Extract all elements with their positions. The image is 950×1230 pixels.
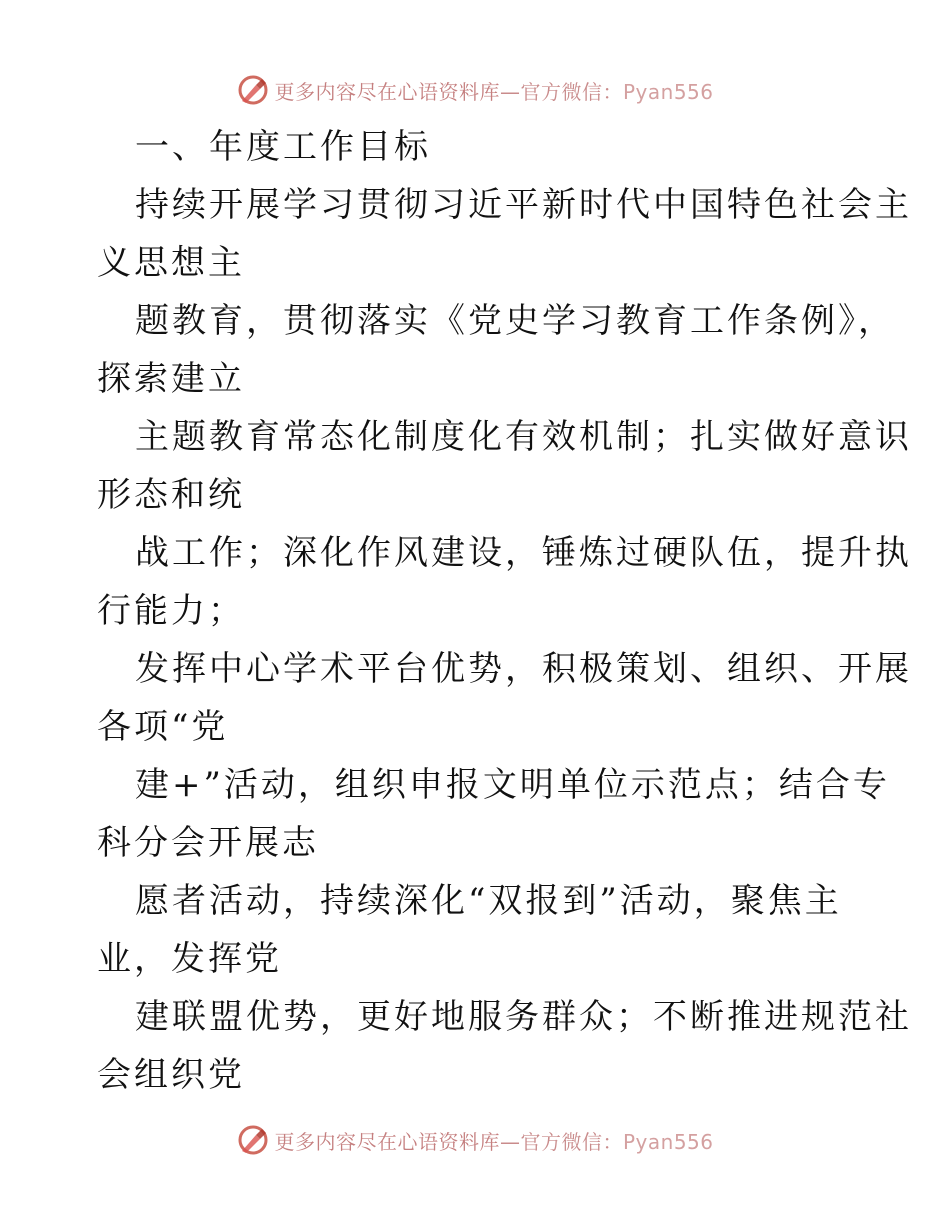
footer-watermark — [0, 1120, 950, 1160]
watermark-id: Pyan556 — [622, 79, 714, 104]
watermark-suffix: 官方微信： — [520, 79, 623, 104]
text-line: 愿者活动，持续深化“双报到”活动，聚焦主 — [135, 881, 842, 921]
text-line: 建+”活动，组织申报文明单位示范点；结合专 — [135, 765, 890, 805]
text-line: 业，发挥党 — [97, 939, 282, 979]
section-heading: 一、年度工作目标 — [135, 127, 431, 167]
text-line: 科分会开展志 — [97, 823, 319, 863]
watermark-main: 更多内容尽在心语资料库 — [274, 79, 500, 104]
text-line: 各项“党 — [97, 707, 229, 747]
text-line: 发挥中心学术平台优势，积极策划、组织、开展 — [135, 649, 912, 689]
text-line: 形态和统 — [97, 475, 245, 515]
text-line: 战工作；深化作风建设，锤炼过硬队伍，提升执 — [135, 533, 912, 573]
watermark-main: 更多内容尽在心语资料库 — [274, 1129, 500, 1154]
text-line: 持续开展学习贯彻习近平新时代中国特色社会主 — [135, 185, 912, 225]
watermark-dash: — — [499, 1129, 521, 1154]
pen-logo-icon — [236, 73, 270, 107]
watermark-id: Pyan556 — [622, 1129, 714, 1154]
watermark-suffix: 官方微信： — [520, 1129, 623, 1154]
watermark-text — [274, 76, 713, 105]
document-body — [97, 118, 912, 1104]
watermark-text — [274, 1126, 713, 1155]
text-line: 建联盟优势，更好地服务群众；不断推进规范社 — [135, 997, 912, 1037]
header-watermark — [0, 70, 950, 110]
text-line: 行能力； — [97, 591, 245, 631]
text-line: 会组织党 — [97, 1055, 245, 1095]
pen-logo-icon — [236, 1123, 270, 1157]
text-line: 探索建立 — [97, 359, 245, 399]
text-line: 义思想主 — [97, 243, 245, 283]
watermark-dash: — — [499, 79, 521, 104]
text-line: 题教育，贯彻落实《党史学习教育工作条例》， — [135, 301, 895, 341]
text-line: 主题教育常态化制度化有效机制；扎实做好意识 — [135, 417, 912, 457]
